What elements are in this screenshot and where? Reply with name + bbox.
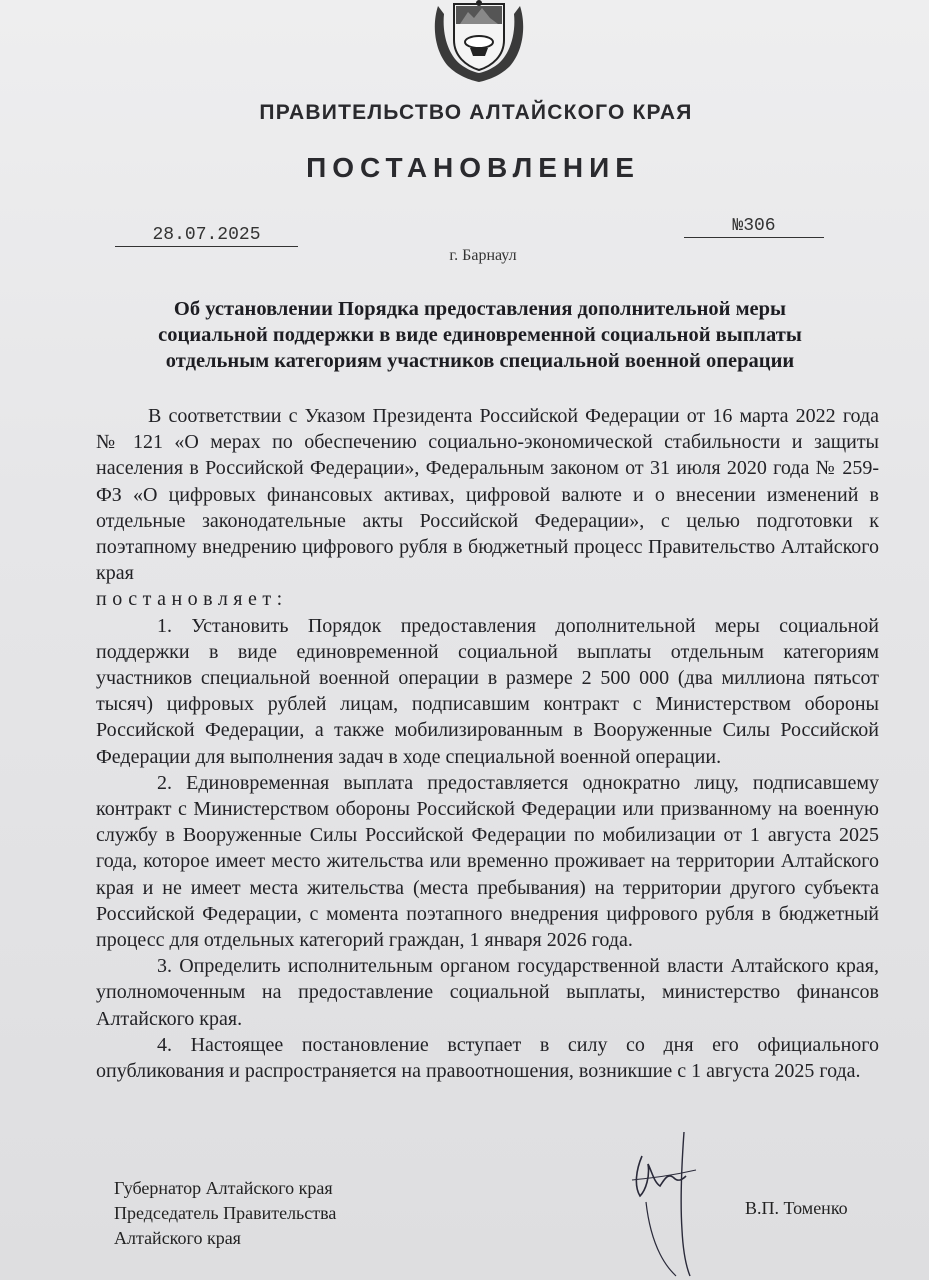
position-line: Губернатор Алтайского края — [114, 1178, 333, 1198]
item-1-paragraph: 1. Установить Порядок предоставления дополнительной меры социальной поддержки в виде единовременной социальной выплаты отдельным категориям участников специальной военной операции в размере 2 500 000 (два миллиона пятьсот тысяч) цифровых рублей лицам, подписавшим контракт с Министерством обороны Российской Федерации, а также мобилизированным в Вооруженные Силы Российской Федерации для выполнения задач в ходе специальной военной операции. — [96, 614, 879, 768]
heading-line: отдельным категориям участников специальной военной операции — [165, 350, 795, 372]
document-date: 28.07.2025 — [115, 224, 298, 247]
item-4-paragraph: 4. Настоящее постановление вступает в силу со дня его официального опубликования и распространяется на правоотношения, возникшие с 1 августа 2025 года. — [96, 1033, 879, 1083]
document-number: №306 — [684, 215, 824, 238]
document-body — [96, 403, 879, 1084]
item-3-paragraph: 3. Определить исполнительным органом государственной власти Алтайского края, уполномоченным на предоставление социальной выплаты, министерство финансов Алтайского края. — [96, 955, 879, 1030]
signatory-position — [114, 1176, 336, 1251]
preamble-paragraph: В соответствии с Указом Президента Российской Федерации от 16 марта 2022 года № 121 «О мерах по обеспечению социально-экономической стабильности и защиты населения в Российской Федерации», Федеральным законом от 31 июля 2020 года № 259-ФЗ «О цифровых финансовых активах, цифровой валюте и о внесении изменений в отдельные законодательные акты Российской Федерации», с целью подготовки к поэтапному внедрению цифрового рубля в бюджетный процесс Правительство Алтайского края — [96, 405, 879, 585]
coat-of-arms-emblem — [430, 0, 528, 84]
decree-word: постановляет: — [96, 588, 288, 611]
handwritten-signature — [610, 1120, 720, 1280]
city: г. Барнаул — [449, 247, 517, 264]
government-title: ПРАВИТЕЛЬСТВО АЛТАЙСКОГО КРАЯ — [259, 101, 693, 124]
position-line: Председатель Правительства — [114, 1203, 337, 1223]
signatory-name: В.П. Томенко — [745, 1198, 848, 1218]
heading-line: Об установлении Порядка предоставления дополнительной меры — [173, 298, 787, 320]
document-heading — [110, 296, 850, 374]
position-line: Алтайского края — [114, 1228, 241, 1248]
heading-line: социальной поддержки в виде единовременной социальной выплаты — [158, 324, 802, 346]
item-2-paragraph: 2. Единовременная выплата предоставляется однократно лицу, подписавшему контракт с Министерством обороны Российской Федерации или призванному на военную службу в Вооруженные Силы Российской Федерации по мобилизации от 1 августа 2025 года, которое имеет место жительства или временно проживает на территории Алтайского края и не имеет места жительства (места пребывания) на территории другого субъекта Российской Федерации, с момента поэтапного внедрения цифрового рубля в бюджетный процесс для отдельных категорий граждан, 1 января 2026 года. — [96, 771, 879, 952]
document-type: ПОСТАНОВЛЕНИЕ — [306, 152, 640, 183]
